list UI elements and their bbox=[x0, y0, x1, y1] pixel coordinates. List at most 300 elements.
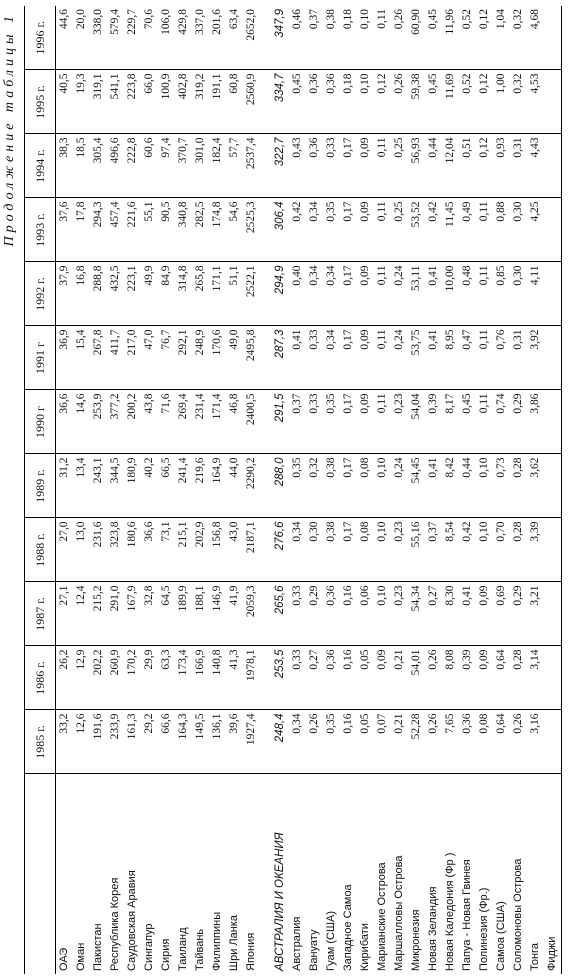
row-label: Шри Ланка bbox=[228, 915, 240, 971]
value-cell: 0,12 bbox=[476, 134, 493, 198]
value-cell: 38,3 bbox=[56, 134, 74, 198]
row-label: Фиджи bbox=[544, 774, 562, 974]
value-cell: 0,38 bbox=[323, 6, 340, 70]
value-cell: 202,9 bbox=[192, 518, 209, 582]
value-cell: 0,33 bbox=[289, 646, 306, 710]
row-label: Западное Самоа bbox=[342, 884, 354, 971]
value-cell: 36,9 bbox=[56, 326, 74, 390]
spacer-cell bbox=[260, 518, 270, 582]
value-cell: 429,8 bbox=[175, 6, 192, 70]
value-cell: 14,6 bbox=[73, 390, 90, 454]
value-cell: 44,6 bbox=[56, 6, 74, 70]
header-year-cell: 1986 г. bbox=[25, 646, 56, 710]
value-cell: 41,3 bbox=[226, 646, 243, 710]
value-cell: 0,23 bbox=[391, 518, 408, 582]
value-cell bbox=[544, 710, 562, 774]
value-cell: 0,11 bbox=[374, 390, 391, 454]
value-cell: 0,34 bbox=[323, 326, 340, 390]
header-year-cell: 1988 г. bbox=[25, 518, 56, 582]
row-label: Микронезия bbox=[410, 909, 422, 971]
value-cell: 253,5 bbox=[270, 646, 289, 710]
table-row bbox=[340, 6, 357, 974]
value-cell: 20,0 bbox=[73, 6, 90, 70]
value-cell: 319,2 bbox=[192, 70, 209, 134]
value-cell: 0,05 bbox=[357, 710, 374, 774]
value-cell: 0,10 bbox=[374, 454, 391, 518]
value-cell: 0,36 bbox=[323, 646, 340, 710]
value-cell: 29,9 bbox=[141, 646, 158, 710]
value-cell: 8,95 bbox=[442, 326, 459, 390]
value-cell: 0,74 bbox=[493, 390, 510, 454]
value-cell: 0,28 bbox=[510, 454, 527, 518]
value-cell: 0,34 bbox=[289, 518, 306, 582]
value-cell: 0,64 bbox=[493, 646, 510, 710]
value-cell: 27,1 bbox=[56, 582, 74, 646]
table-row bbox=[90, 6, 107, 974]
value-cell: 0,08 bbox=[476, 710, 493, 774]
value-cell: 0,47 bbox=[459, 326, 476, 390]
value-cell: 344,5 bbox=[107, 454, 124, 518]
value-cell: 0,69 bbox=[493, 582, 510, 646]
value-cell: 149,5 bbox=[192, 710, 209, 774]
value-cell: 0,29 bbox=[510, 390, 527, 454]
table-row bbox=[442, 6, 459, 974]
value-cell: 0,46 bbox=[289, 6, 306, 70]
row-label: Гуам (США) bbox=[325, 910, 337, 971]
row-label: Маршалловы Острова bbox=[393, 855, 405, 971]
value-cell: 0,18 bbox=[340, 70, 357, 134]
value-cell: 12,6 bbox=[73, 710, 90, 774]
value-cell: 3,16 bbox=[527, 710, 544, 774]
value-cell: 2059,3 bbox=[243, 582, 260, 646]
table-row bbox=[243, 6, 260, 974]
value-cell: 0,41 bbox=[425, 262, 442, 326]
value-cell: 8,54 bbox=[442, 518, 459, 582]
value-cell: 26,2 bbox=[56, 646, 74, 710]
value-cell: 54,34 bbox=[408, 582, 425, 646]
value-cell: 0,17 bbox=[340, 262, 357, 326]
table-row bbox=[289, 6, 306, 974]
value-cell: 51,1 bbox=[226, 262, 243, 326]
spacer-cell bbox=[260, 326, 270, 390]
row-label: ОАЭ bbox=[58, 947, 70, 971]
table-row bbox=[56, 6, 74, 974]
value-cell: 288,0 bbox=[270, 454, 289, 518]
value-cell: 0,41 bbox=[425, 326, 442, 390]
value-cell: 44,0 bbox=[226, 454, 243, 518]
value-cell: 2652,0 bbox=[243, 6, 260, 70]
value-cell: 3,14 bbox=[527, 646, 544, 710]
value-cell: 106,0 bbox=[158, 6, 175, 70]
value-cell: 13,4 bbox=[73, 454, 90, 518]
value-cell: 301,0 bbox=[192, 134, 209, 198]
value-cell: 164,9 bbox=[209, 454, 226, 518]
value-cell: 0,33 bbox=[323, 134, 340, 198]
value-cell: 202,2 bbox=[90, 646, 107, 710]
value-cell: 0,26 bbox=[425, 710, 442, 774]
value-cell: 90,5 bbox=[158, 198, 175, 262]
spacer-cell bbox=[260, 646, 270, 710]
value-cell: 36,6 bbox=[141, 518, 158, 582]
value-cell: 0,93 bbox=[493, 134, 510, 198]
value-cell: 0,18 bbox=[340, 6, 357, 70]
value-cell: 2400,5 bbox=[243, 390, 260, 454]
value-cell: 0,38 bbox=[323, 454, 340, 518]
value-cell: 0,85 bbox=[493, 262, 510, 326]
table-row bbox=[192, 6, 209, 974]
value-cell: 3,62 bbox=[527, 454, 544, 518]
value-cell: 189,9 bbox=[175, 582, 192, 646]
row-label: Тайвань bbox=[194, 928, 206, 971]
value-cell: 0,32 bbox=[510, 6, 527, 70]
value-cell: 0,26 bbox=[306, 710, 323, 774]
value-cell: 0,37 bbox=[425, 518, 442, 582]
value-cell: 10,00 bbox=[442, 262, 459, 326]
value-cell: 0,17 bbox=[340, 390, 357, 454]
value-cell: 19,3 bbox=[73, 70, 90, 134]
value-cell: 496,6 bbox=[107, 134, 124, 198]
value-cell: 0,76 bbox=[493, 326, 510, 390]
row-label: Япония bbox=[245, 932, 257, 971]
table-row bbox=[374, 6, 391, 974]
table-row bbox=[124, 6, 141, 974]
value-cell: 0,42 bbox=[459, 518, 476, 582]
header-year-cell: 1987 г. bbox=[25, 582, 56, 646]
value-cell: 0,26 bbox=[425, 646, 442, 710]
table-row bbox=[209, 6, 226, 974]
value-cell: 16,8 bbox=[73, 262, 90, 326]
value-cell: 0,35 bbox=[323, 390, 340, 454]
value-cell: 0,11 bbox=[374, 6, 391, 70]
value-cell: 0,23 bbox=[391, 582, 408, 646]
value-cell: 0,10 bbox=[476, 518, 493, 582]
value-cell: 170,2 bbox=[124, 646, 141, 710]
value-cell: 49,9 bbox=[141, 262, 158, 326]
value-cell: 70,6 bbox=[141, 6, 158, 70]
value-cell: 191,1 bbox=[209, 70, 226, 134]
value-cell: 248,4 bbox=[270, 710, 289, 774]
value-cell: 180,6 bbox=[124, 518, 141, 582]
value-cell: 0,45 bbox=[425, 70, 442, 134]
header-row bbox=[25, 6, 56, 974]
table-row bbox=[527, 6, 544, 974]
value-cell: 2187,1 bbox=[243, 518, 260, 582]
value-cell: 3,86 bbox=[527, 390, 544, 454]
value-cell: 0,21 bbox=[391, 710, 408, 774]
value-cell: 84,9 bbox=[158, 262, 175, 326]
value-cell bbox=[544, 326, 562, 390]
value-cell: 0,07 bbox=[374, 710, 391, 774]
value-cell: 4,53 bbox=[527, 70, 544, 134]
value-cell: 0,09 bbox=[476, 646, 493, 710]
table-row bbox=[391, 6, 408, 974]
value-cell: 0,06 bbox=[357, 582, 374, 646]
value-cell: 2537,4 bbox=[243, 134, 260, 198]
value-cell: 0,41 bbox=[459, 582, 476, 646]
value-cell: 282,5 bbox=[192, 198, 209, 262]
value-cell: 0,11 bbox=[374, 262, 391, 326]
spacer-cell bbox=[260, 390, 270, 454]
value-cell: 0,35 bbox=[289, 454, 306, 518]
header-year-cell: 1992 г. bbox=[25, 262, 56, 326]
value-cell: 182,4 bbox=[209, 134, 226, 198]
value-cell: 0,36 bbox=[306, 134, 323, 198]
value-cell: 0,44 bbox=[459, 454, 476, 518]
value-cell: 15,4 bbox=[73, 326, 90, 390]
value-cell: 0,37 bbox=[289, 390, 306, 454]
value-cell: 0,34 bbox=[306, 198, 323, 262]
value-cell: 0,11 bbox=[374, 198, 391, 262]
value-cell: 0,31 bbox=[510, 326, 527, 390]
value-cell: 265,6 bbox=[270, 582, 289, 646]
value-cell: 411,7 bbox=[107, 326, 124, 390]
value-cell: 29,2 bbox=[141, 710, 158, 774]
value-cell: 0,17 bbox=[340, 454, 357, 518]
value-cell: 4,68 bbox=[527, 6, 544, 70]
value-cell: 0,36 bbox=[323, 70, 340, 134]
value-cell: 0,33 bbox=[289, 582, 306, 646]
value-cell: 66,0 bbox=[141, 70, 158, 134]
value-cell: 53,75 bbox=[408, 326, 425, 390]
value-cell: 0,29 bbox=[510, 582, 527, 646]
value-cell: 0,24 bbox=[391, 262, 408, 326]
value-cell: 0,88 bbox=[493, 198, 510, 262]
value-cell: 0,35 bbox=[323, 198, 340, 262]
value-cell: 269,4 bbox=[175, 390, 192, 454]
value-cell: 166,9 bbox=[192, 646, 209, 710]
row-label: Самоа (США) bbox=[495, 901, 507, 971]
value-cell: 215,2 bbox=[90, 582, 107, 646]
table-row bbox=[175, 6, 192, 974]
value-cell: 13,0 bbox=[73, 518, 90, 582]
row-label: Папуа - Новая Гвинея bbox=[461, 859, 473, 971]
value-cell: 0,29 bbox=[306, 582, 323, 646]
value-cell: 63,3 bbox=[158, 646, 175, 710]
table-row bbox=[141, 6, 158, 974]
value-cell: 243,1 bbox=[90, 454, 107, 518]
value-cell: 337,0 bbox=[192, 6, 209, 70]
spacer-cell bbox=[260, 262, 270, 326]
value-cell: 233,9 bbox=[107, 710, 124, 774]
header-year-cell: 1985 г. bbox=[25, 710, 56, 774]
value-cell: 43,8 bbox=[141, 390, 158, 454]
row-label: Соломоновы Острова bbox=[512, 858, 524, 971]
value-cell: 33,2 bbox=[56, 710, 74, 774]
value-cell: 56,93 bbox=[408, 134, 425, 198]
value-cell: 4,43 bbox=[527, 134, 544, 198]
table-row bbox=[270, 6, 289, 974]
value-cell: 0,08 bbox=[357, 518, 374, 582]
value-cell: 140,8 bbox=[209, 646, 226, 710]
spacer-cell bbox=[260, 774, 270, 974]
spacer-cell bbox=[260, 710, 270, 774]
value-cell: 322,7 bbox=[270, 134, 289, 198]
value-cell: 0,32 bbox=[306, 454, 323, 518]
value-cell: 0,11 bbox=[476, 390, 493, 454]
row-label: Новая Каледония (Фр ) bbox=[444, 852, 456, 971]
value-cell: 0,10 bbox=[476, 454, 493, 518]
value-cell: 7,65 bbox=[442, 710, 459, 774]
value-cell: 3,21 bbox=[527, 582, 544, 646]
value-cell: 8,17 bbox=[442, 390, 459, 454]
value-cell: 0,09 bbox=[357, 390, 374, 454]
value-cell: 64,5 bbox=[158, 582, 175, 646]
value-cell: 164,3 bbox=[175, 710, 192, 774]
table-row bbox=[425, 6, 442, 974]
row-label: Вануату bbox=[308, 929, 320, 971]
value-cell: 292,1 bbox=[175, 326, 192, 390]
value-cell: 0,26 bbox=[391, 70, 408, 134]
value-cell: 0,27 bbox=[306, 646, 323, 710]
value-cell: 0,36 bbox=[323, 582, 340, 646]
value-cell: 0,52 bbox=[459, 6, 476, 70]
value-cell: 0,16 bbox=[340, 646, 357, 710]
value-cell: 0,09 bbox=[357, 326, 374, 390]
value-cell: 223,8 bbox=[124, 70, 141, 134]
value-cell: 41,9 bbox=[226, 582, 243, 646]
value-cell: 0,30 bbox=[510, 198, 527, 262]
value-cell: 0,39 bbox=[459, 646, 476, 710]
value-cell: 457,4 bbox=[107, 198, 124, 262]
value-cell: 0,64 bbox=[493, 710, 510, 774]
value-cell: 0,33 bbox=[306, 326, 323, 390]
value-cell: 0,26 bbox=[391, 6, 408, 70]
value-cell: 0,34 bbox=[289, 710, 306, 774]
value-cell: 0,45 bbox=[425, 6, 442, 70]
row-label: Новая Зеландия bbox=[427, 886, 439, 971]
value-cell: 0,24 bbox=[391, 454, 408, 518]
value-cell: 200,2 bbox=[124, 390, 141, 454]
value-cell: 294,3 bbox=[90, 198, 107, 262]
header-year-cell: 1991 г bbox=[25, 326, 56, 390]
value-cell: 53,52 bbox=[408, 198, 425, 262]
value-cell: 55,16 bbox=[408, 518, 425, 582]
header-name-cell bbox=[25, 774, 56, 974]
value-cell: 0,38 bbox=[323, 518, 340, 582]
value-cell bbox=[544, 582, 562, 646]
value-cell: 71,6 bbox=[158, 390, 175, 454]
table-row bbox=[357, 6, 374, 974]
value-cell bbox=[544, 6, 562, 70]
value-cell: 39,6 bbox=[226, 710, 243, 774]
value-cell: 217,0 bbox=[124, 326, 141, 390]
section-title: АВСТРАЛИЯ И ОКЕАНИЯ bbox=[274, 832, 286, 971]
value-cell: 4,25 bbox=[527, 198, 544, 262]
table-row bbox=[323, 6, 340, 974]
value-cell: 1,04 bbox=[493, 6, 510, 70]
value-cell: 174,8 bbox=[209, 198, 226, 262]
table-row bbox=[544, 6, 562, 974]
value-cell: 11,69 bbox=[442, 70, 459, 134]
value-cell: 76,7 bbox=[158, 326, 175, 390]
value-cell: 0,42 bbox=[289, 198, 306, 262]
value-cell: 340,8 bbox=[175, 198, 192, 262]
value-cell: 3,39 bbox=[527, 518, 544, 582]
value-cell: 8,42 bbox=[442, 454, 459, 518]
row-label: Филиппины bbox=[211, 911, 223, 971]
value-cell: 291,0 bbox=[107, 582, 124, 646]
value-cell: 0,17 bbox=[340, 134, 357, 198]
value-cell: 0,30 bbox=[306, 518, 323, 582]
header-year-cell: 1989 г. bbox=[25, 454, 56, 518]
value-cell: 0,45 bbox=[459, 390, 476, 454]
value-cell: 18,5 bbox=[73, 134, 90, 198]
value-cell: 347,9 bbox=[270, 6, 289, 70]
value-cell: 0,36 bbox=[459, 710, 476, 774]
value-cell: 49,0 bbox=[226, 326, 243, 390]
value-cell: 0,12 bbox=[476, 70, 493, 134]
value-cell: 215,1 bbox=[175, 518, 192, 582]
value-cell: 0,35 bbox=[323, 710, 340, 774]
spacer-cell bbox=[260, 6, 270, 70]
value-cell: 0,44 bbox=[425, 134, 442, 198]
row-label: Сингапур bbox=[143, 923, 155, 971]
value-cell: 0,11 bbox=[476, 262, 493, 326]
value-cell: 167,9 bbox=[124, 582, 141, 646]
value-cell: 54,6 bbox=[226, 198, 243, 262]
value-cell: 27,0 bbox=[56, 518, 74, 582]
value-cell: 31,2 bbox=[56, 454, 74, 518]
value-cell: 0,12 bbox=[374, 70, 391, 134]
value-cell: 241,4 bbox=[175, 454, 192, 518]
value-cell: 0,24 bbox=[391, 326, 408, 390]
row-label: Саудовская Аравия bbox=[126, 870, 138, 971]
value-cell: 2560,9 bbox=[243, 70, 260, 134]
value-cell: 60,8 bbox=[226, 70, 243, 134]
value-cell: 0,17 bbox=[340, 198, 357, 262]
spacer-cell bbox=[260, 198, 270, 262]
value-cell: 0,09 bbox=[357, 198, 374, 262]
value-cell: 47,0 bbox=[141, 326, 158, 390]
value-cell: 231,4 bbox=[192, 390, 209, 454]
data-table bbox=[24, 6, 562, 974]
value-cell: 222,8 bbox=[124, 134, 141, 198]
value-cell: 0,33 bbox=[306, 390, 323, 454]
value-cell: 8,08 bbox=[442, 646, 459, 710]
value-cell: 314,8 bbox=[175, 262, 192, 326]
value-cell: 173,4 bbox=[175, 646, 192, 710]
value-cell: 52,28 bbox=[408, 710, 425, 774]
value-cell: 53,11 bbox=[408, 262, 425, 326]
value-cell: 8,30 bbox=[442, 582, 459, 646]
value-cell: 0,39 bbox=[425, 390, 442, 454]
value-cell: 0,12 bbox=[476, 6, 493, 70]
row-label: Тонга bbox=[529, 943, 541, 971]
table-row bbox=[107, 6, 124, 974]
value-cell: 579,4 bbox=[107, 6, 124, 70]
value-cell: 57,7 bbox=[226, 134, 243, 198]
value-cell: 63,4 bbox=[226, 6, 243, 70]
value-cell: 170,6 bbox=[209, 326, 226, 390]
value-cell: 12,9 bbox=[73, 646, 90, 710]
value-cell: 0,25 bbox=[391, 198, 408, 262]
value-cell: 66,6 bbox=[158, 710, 175, 774]
row-label: Сирия bbox=[160, 938, 172, 971]
value-cell: 146,9 bbox=[209, 582, 226, 646]
value-cell: 0,43 bbox=[289, 134, 306, 198]
value-cell: 100,9 bbox=[158, 70, 175, 134]
value-cell: 0,41 bbox=[289, 326, 306, 390]
header-year-cell: 1990 г bbox=[25, 390, 56, 454]
value-cell: 0,21 bbox=[391, 646, 408, 710]
value-cell: 188,1 bbox=[192, 582, 209, 646]
value-cell: 0,36 bbox=[306, 70, 323, 134]
value-cell: 171,4 bbox=[209, 390, 226, 454]
row-label: Марианские Острова bbox=[376, 862, 388, 971]
value-cell: 223,1 bbox=[124, 262, 141, 326]
value-cell: 2290,2 bbox=[243, 454, 260, 518]
value-cell bbox=[544, 454, 562, 518]
